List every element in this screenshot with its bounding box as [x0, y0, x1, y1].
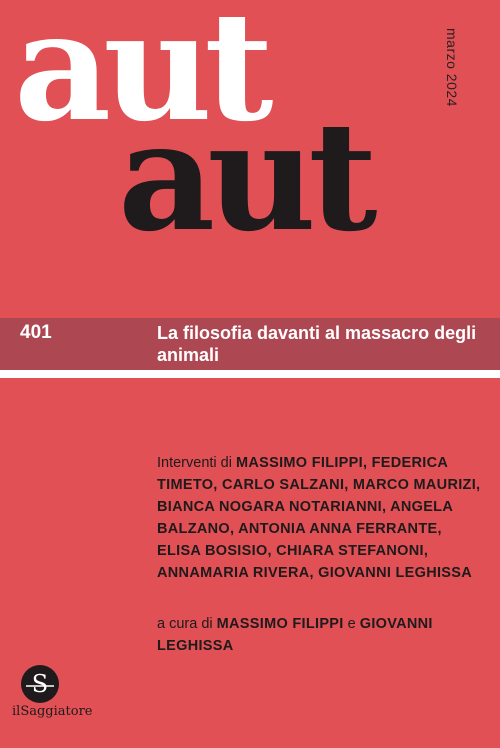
- masthead-top: aut: [14, 0, 266, 155]
- contributors: [157, 452, 487, 584]
- publisher-logo-icon: [20, 664, 60, 704]
- white-rule: [0, 370, 500, 378]
- publisher-logo-letter: S: [31, 670, 49, 698]
- contributors-names: MASSIMO FILIPPI, FEDERICA TIMETO, CARLO SALZANI, MARCO MAURIZI, BIANCA NOGARA NOTARIANNI, ANGELA BALZANO, ANTONIA ANNA FERRANTE, ELISA BOSISIO, CHIARA STEFANONI, ANNAMARIA RIVERA, GIOVANNI LEGHISSA: [157, 455, 481, 581]
- editor-name-2: GIOVANNI LEGHISSA: [157, 616, 433, 654]
- editor-name-1: MASSIMO FILIPPI: [216, 616, 344, 632]
- issue-title: La filosofia davanti al massacro degli animali: [157, 323, 477, 365]
- issue-date: marzo 2024: [444, 28, 460, 107]
- editors-intro: a cura di: [157, 616, 217, 632]
- editors: [157, 613, 487, 657]
- publisher-name: ilSaggiatore: [12, 704, 93, 719]
- issue-number: 401: [20, 322, 52, 343]
- masthead-bottom: aut: [118, 89, 370, 265]
- editors-conjunction: e: [343, 616, 360, 632]
- contributors-intro: Interventi di: [157, 455, 236, 471]
